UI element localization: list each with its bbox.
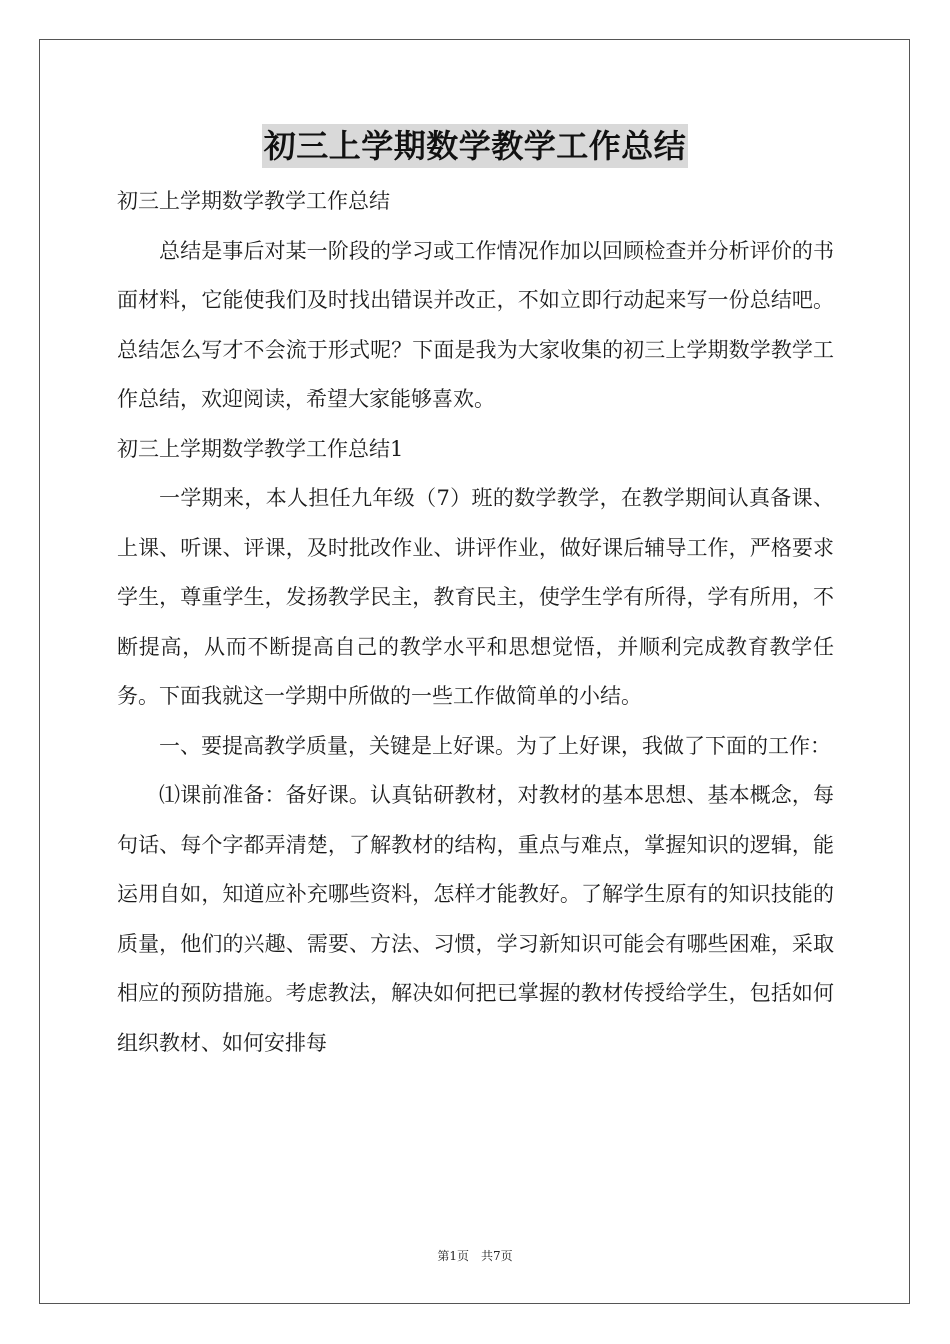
- document-body: [117, 177, 834, 1068]
- paragraph-body: 一、要提高教学质量，关键是上好课。为了上好课，我做了下面的工作：: [159, 733, 831, 758]
- paragraph-section-heading: 初三上学期数学教学工作总结1: [117, 436, 404, 461]
- document-title: 初三上学期数学教学工作总结: [262, 124, 689, 168]
- paragraph-body: ⑴课前准备：备好课。认真钻研教材，对教材的基本思想、基本概念，每句话、每个字都弄清楚，了解教材的结构，重点与难点，掌握知识的逻辑，能运用自如，知道应补充哪些资料，怎样才能教好。了解学生原有的知识技能的质量，他们的兴趣、需要、方法、习惯，学习新知识可能会有哪些困难，采取相应的预防措施。考虑教法，解决如何把已掌握的教材传授给学生，包括如何组织教材、如何安排每: [117, 783, 834, 1055]
- paragraph-body: 一学期来，本人担任九年级（7）班的数学教学，在教学期间认真备课、上课、听课、评课，及时批改作业、讲评作业，做好课后辅导工作，严格要求学生，尊重学生，发扬教学民主，教育民主，使学生学有所得，学有所用，不断提高，从而不断提高自己的教学水平和思想觉悟，并顺利完成教育教学任务。下面我就这一学期中所做的一些工作做简单的小结。: [117, 486, 834, 708]
- page-number: 第1页 共7页: [437, 1249, 513, 1263]
- paragraph-subtitle: 初三上学期数学教学工作总结: [117, 189, 390, 213]
- title-container: [0, 124, 950, 168]
- paragraph-intro: 总结是事后对某一阶段的学习或工作情况作加以回顾检查并分析评价的书面材料，它能使我们及时找出错误并改正，不如立即行动起来写一份总结吧。总结怎么写才不会流于形式呢？下面是我为大家收集的初三上学期数学教学工作总结，欢迎阅读，希望大家能够喜欢。: [117, 238, 834, 411]
- page-footer: [0, 1247, 950, 1264]
